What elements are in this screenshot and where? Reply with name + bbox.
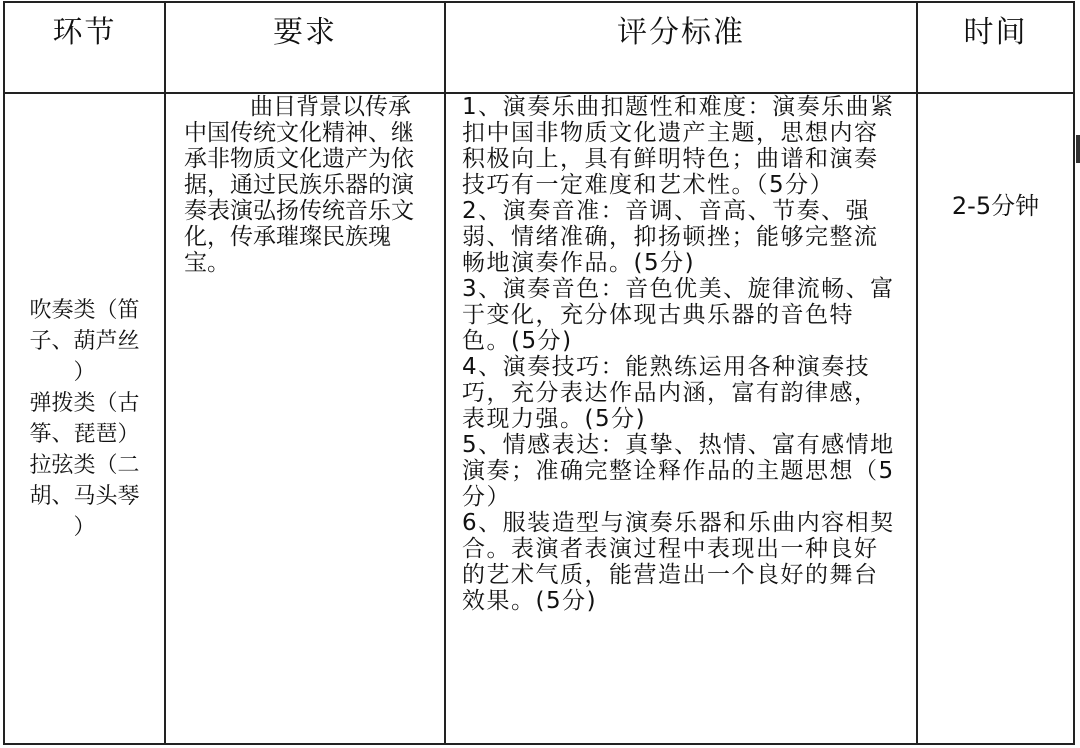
table-row [4, 93, 1074, 744]
criteria-item-6: 6、服装造型与演奏乐器和乐曲内容相契合。表演者表演过程中表现出一种良好的艺术气质，能营造出一个良好的舞台效果。(5分) [462, 510, 895, 614]
requirement-cell [165, 93, 445, 744]
requirement-text: 曲目背景以传承中国传统文化精神、继承非物质文化遗产为依据，通过民族乐器的演奏表演弘扬传统音乐文化，传承璀璨民族瑰宝。 [184, 94, 414, 276]
criteria-item-4: 4、演奏技巧：能熟练运用各种演奏技巧，充分表达作品内涵，富有韵律感，表现力强。(5分) [462, 354, 879, 432]
header-time: 时间 [917, 2, 1074, 93]
header-row [4, 2, 1074, 93]
criteria-cell [445, 93, 917, 744]
criteria-item-5: 5、情感表达：真挚、热情、富有感情地演奏；准确完整诠释作品的主题思想（5分） [462, 432, 895, 510]
header-requirement: 要求 [165, 2, 445, 93]
header-segment: 环节 [4, 2, 165, 93]
segment-cell: 吹奏类（笛 子、葫芦丝 ） 弹拨类（古 筝、琵琶） 拉弦类（二 胡、马头琴 ） [4, 93, 165, 744]
scoring-table [3, 1, 1075, 745]
time-cell: 2-5分钟 [917, 93, 1074, 744]
criteria-item-1: 1、演奏乐曲扣题性和难度：演奏乐曲紧扣中国非物质文化遗产主题，思想内容积极向上，具有鲜明特色；曲谱和演奏技巧有一定难度和艺术性。（5分） [462, 94, 895, 198]
edge-mark [1076, 135, 1080, 163]
criteria-item-3: 3、演奏音色：音色优美、旋律流畅、富于变化，充分体现古典乐器的音色特色。(5分) [462, 276, 895, 354]
header-criteria: 评分标准 [445, 2, 917, 93]
criteria-item-2: 2、演奏音准：音调、音高、节奏、强弱、情绪准确，抑扬顿挫；能够完整流畅地演奏作品。(5分) [462, 198, 879, 276]
